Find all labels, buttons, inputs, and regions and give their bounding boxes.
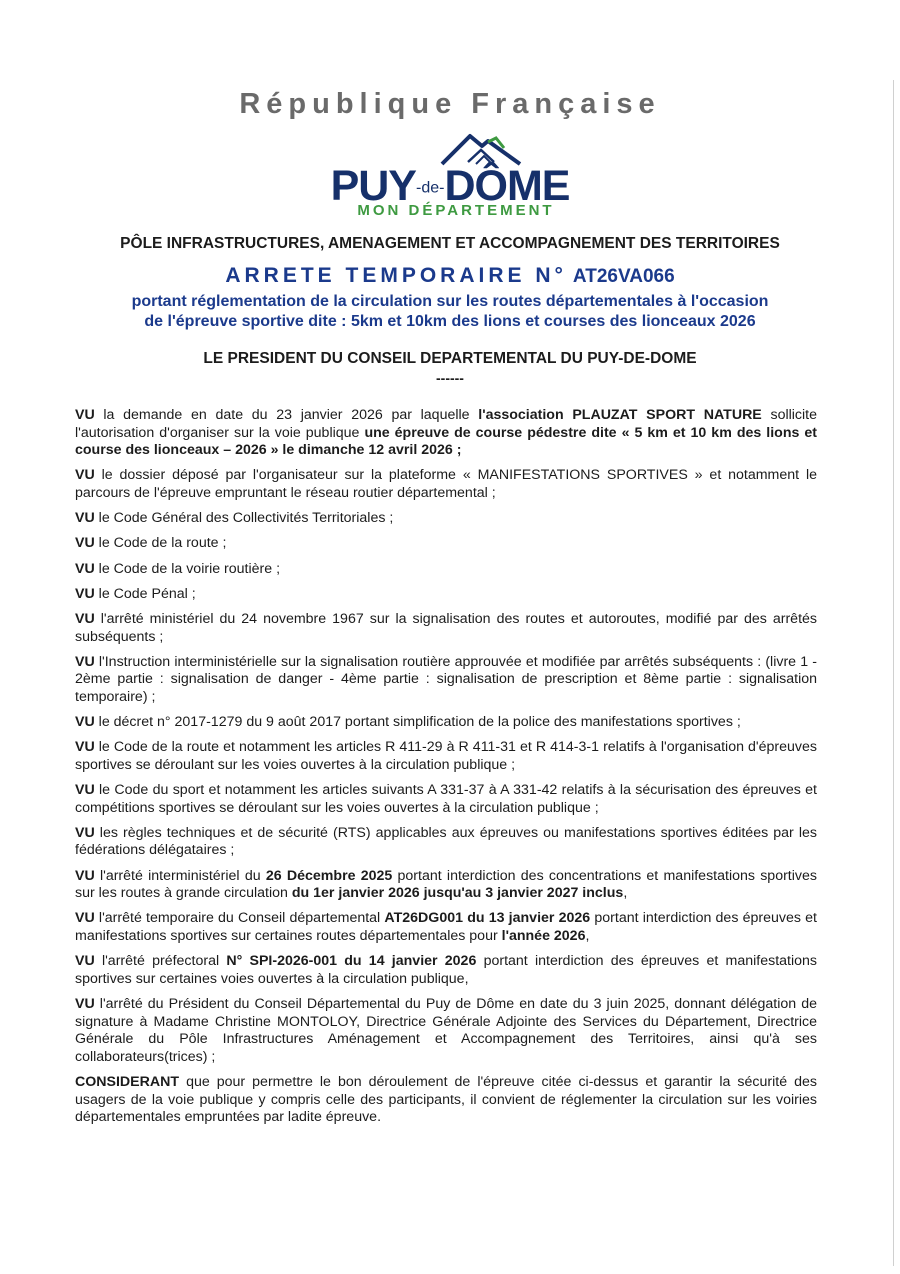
bold-text: VU [75,995,95,1012]
visa-paragraph [75,782,817,817]
text-run: , [585,927,590,944]
bold-text: VU [75,867,95,884]
separator-dashes: ------ [436,370,464,386]
bold-text: VU [75,585,95,602]
text-run: portant interdiction des épreuves et manifestations sportives sur certaines routes départementales pour [75,910,817,944]
bold-text: VU [75,510,95,527]
text-run: portant interdiction des concentrations et manifestations sportives sur les routes à grande circulation [75,867,817,902]
bold-text: VU [75,953,95,970]
visa-paragraph [75,714,817,732]
visa-paragraph [75,910,817,945]
visa-paragraph [75,535,817,553]
text-run: l'arrêté ministériel du 24 novembre 1967 sur la signalisation des routes et autoroutes, modifié par des arrêtés subséquents ; [75,610,817,645]
puy-de-dome-logo [0,128,900,228]
subtitle-line: de l'épreuve sportive dite : 5km et 10km des lions et courses des lionceaux 2026 [144,313,756,330]
text-run: sollicite l'autorisation d'organiser sur la voie publique [75,407,817,441]
text-run: portant interdiction des épreuves et manifestations sportives sur certaines voies ouvertes à la circulation publique, [75,953,817,987]
visa-paragraph [75,586,817,604]
arrete-label: ARRETE TEMPORAIRE N° [225,264,567,287]
text-run: le Code de la route et notamment les articles R 411-29 à R 411-31 et R 414-3-1 relatifs à l'organisation d'épreuves sportives se déroulant sur les voies ouvertes à la circulation publique ; [75,739,817,773]
visa-paragraph [75,996,817,1066]
bold-text: VU [75,467,95,484]
scan-edge-line [893,80,894,1266]
visa-paragraph [75,561,817,579]
text-run: le Code Général des Collectivités Territoriales ; [94,510,394,527]
bold-text: VU [75,782,95,799]
text-run: le Code de la route ; [94,535,227,552]
visa-paragraph [75,407,817,460]
arrete-subtitle [60,292,840,332]
logo-wordmark: PUY-de-DÔME [330,162,570,210]
bold-text: VU [75,407,95,423]
bold-text: une épreuve de course pédestre dite « 5 km et 10 km des lions et course des lionceaux – 2026 » le dimanche 12 avril 2026 ; [75,424,818,459]
text-run: l'arrêté temporaire du Conseil départemental [94,910,385,927]
arrete-title [0,264,900,288]
visa-paragraph [75,1074,817,1127]
bold-text: l'année 2026 [501,927,586,944]
text-run: la demande en date du 23 janvier 2026 par laquelle [94,407,479,423]
arrete-number: AT26VA066 [572,266,675,287]
mountain-logo-icon [440,132,522,166]
document-body [75,407,817,1134]
text-run: , [623,885,628,902]
visa-paragraph [75,654,817,707]
text-run: le Code du sport et notamment les articles suivants A 331-37 à A 331-42 relatifs à la sécurisation des épreuves et compétitions sportives se déroulant sur les voies ouvertes à la circulation publique ; [75,782,817,816]
visa-paragraph [75,739,817,774]
president-heading: LE PRESIDENT DU CONSEIL DEPARTEMENTAL DU PUY-DE-DOME [203,350,697,367]
bold-text: 26 Décembre 2025 [265,867,393,884]
visa-paragraph [75,611,817,646]
bold-text: VU [75,653,95,670]
republique-francaise-heading: République Française [239,88,661,120]
visa-paragraph [75,467,817,502]
text-run: le dossier déposé par l'organisateur sur la plateforme « MANIFESTATIONS SPORTIVES » et notamment le parcours de l'épreuve empruntant le réseau routier départemental ; [75,467,817,501]
text-run: le Code de la voirie routière ; [94,560,281,577]
bold-text: VU [75,739,95,756]
bold-text: VU [75,714,95,731]
bold-text: VU [75,535,95,552]
text-run: que pour permettre le bon déroulement de l'épreuve citée ci-dessus et garantir la sécurité des usagers de la voie publique y compris celle des participants, il convient de réglementer la circulation sur les voiries départementales empruntées par ladite épreuve. [75,1073,817,1126]
bold-text: CONSIDERANT [75,1073,180,1090]
bold-text: AT26DG001 du 13 janvier 2026 [384,910,591,927]
logo-tagline: MON DÉPARTEMENT [357,202,555,219]
text-run: l'arrêté préfectoral [94,953,227,970]
bold-text: du 1er janvier 2026 jusqu'au 3 janvier 2027 inclus [291,885,624,902]
bold-text: VU [75,560,95,577]
text-run: l'arrêté interministériel du [94,867,266,884]
bold-text: l'association PLAUZAT SPORT NATURE [478,407,762,423]
subtitle-line: portant réglementation de la circulation sur les routes départementales à l'occasion [131,293,769,310]
pole-title: PÔLE INFRASTRUCTURES, AMENAGEMENT ET ACCOMPAGNEMENT DES TERRITOIRES [120,235,780,252]
text-run: les règles techniques et de sécurité (RTS) applicables aux épreuves ou manifestations sportives éditées par les fédérations délégataires ; [75,824,817,859]
visa-paragraph [75,825,817,860]
visa-paragraph [75,868,817,903]
bold-text: VU [75,910,95,927]
text-run: l'Instruction interministérielle sur la signalisation routière approuvée et modifiée par arrêtés subséquents : (livre 1 - 2ème partie : signalisation de danger - 4ème partie : signalisation de prescription et 8ème partie : signalisation temporaire) ; [75,653,817,705]
visa-paragraph [75,510,817,528]
visa-paragraph [75,953,817,988]
bold-text: VU [75,610,95,627]
text-run: le décret n° 2017-1279 du 9 août 2017 portant simplification de la police des manifestations sportives ; [94,714,741,731]
bold-text: VU [75,824,95,841]
text-run: l'arrêté du Président du Conseil Départemental du Puy de Dôme en date du 3 juin 2025, donnant délégation de signature à Madame Christine MONTOLOY, Directrice Générale Adjointe des Services du Département, Directrice Générale du Pôle Infrastructures Aménagement et Accompagnement des Territoires, ainsi qu'à ses collaborateurs(trices) ; [75,995,817,1065]
text-run: le Code Pénal ; [94,585,196,602]
bold-text: N° SPI-2026-001 du 14 janvier 2026 [226,953,477,970]
